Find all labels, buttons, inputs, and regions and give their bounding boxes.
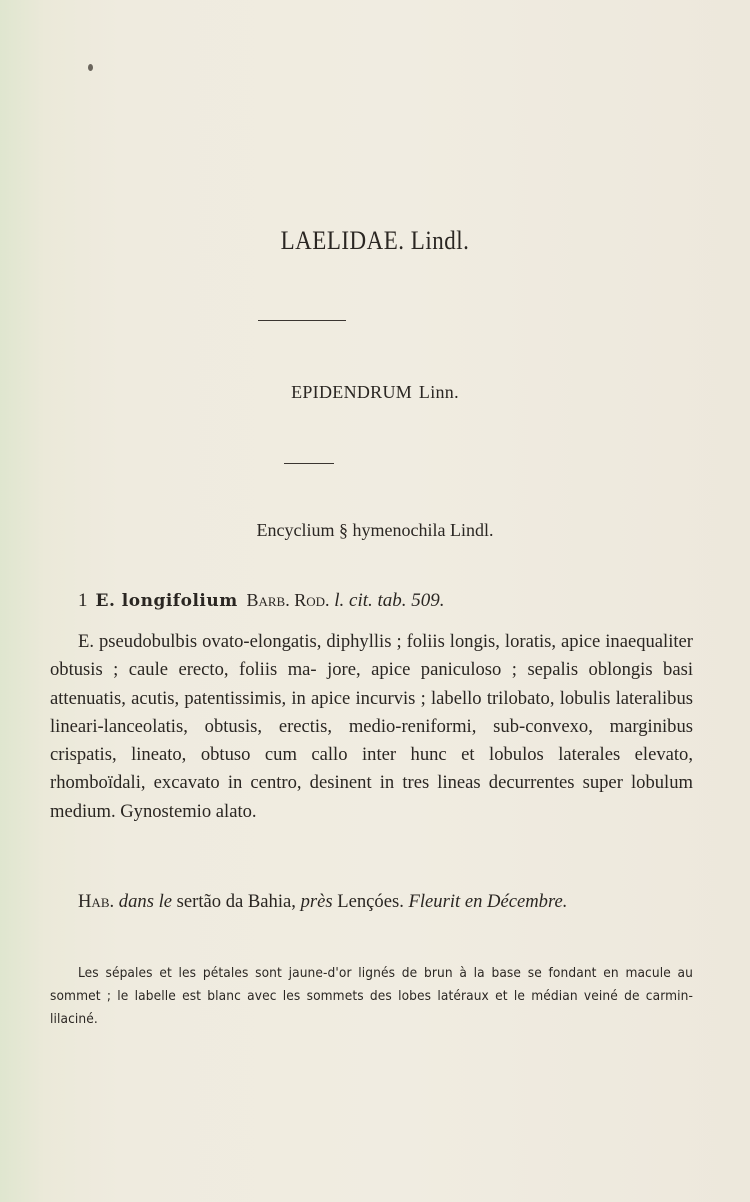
species-author: Barb. Rod. (246, 590, 330, 610)
description-line: obtuso cum callo inter hunc et lobulos laterales elevato, (200, 744, 693, 766)
note-line: sommets des lobes latéraux et le médian veiné de carmin-lilaciné. (50, 988, 693, 1027)
habitat-text: en Décembre. (464, 891, 568, 912)
french-note (50, 962, 693, 1031)
habitat-text: dans le (118, 891, 172, 912)
habitat-text: sertão da Bahia, (176, 891, 296, 912)
description-line: loratis, apice inaequaliter obtusis ; caule erecto, foliis ma- (50, 631, 693, 681)
description-line: acutis, patentissimis, in apice incurvis ; labello trilobato, (131, 687, 555, 709)
entry-number: 1 (78, 590, 88, 611)
genus-heading (0, 382, 750, 403)
family-heading: LAELIDAE. Lindl. (280, 226, 470, 255)
habitat-text: Fleurit (408, 891, 461, 912)
description-line: rhomboïdali, excavato in centro, desinent in tres lineas (50, 772, 481, 794)
habitat-text: Lençóes. (337, 891, 404, 912)
description-line: lobulis lateralibus lineari-lanceolatis, obtusis, erectis, (50, 687, 694, 737)
latin-description (50, 628, 693, 826)
genus-name: EPIDENDRUM (291, 382, 413, 402)
habitat-paragraph (50, 888, 693, 916)
note-line: Les sépales et les pétales sont jaune-d'or lignés de brun à la (78, 965, 485, 981)
species-citation: l. cit. tab. 509. (334, 590, 445, 611)
section-heading: Encyclium § hymenochila Lindl. (256, 520, 494, 540)
divider-rule (258, 320, 346, 321)
divider-rule-short (284, 463, 334, 464)
description-line: medio-reniformi, sub-convexo, marginibus crispatis, lineato, (50, 715, 693, 766)
description-line: E. pseudobulbis ovato-elongatis, diphyllis ; foliis longis, (78, 631, 500, 652)
note-line: base se fondant en macule au sommet ; le labelle est blanc avec les (50, 965, 693, 1004)
habitat-text: près (300, 891, 333, 912)
description-line: decurrentes super lobulum medium. Gynostemio alato. (50, 772, 693, 822)
description-line: jore, apice paniculoso ; sepalis oblongis basi attenuatis, (50, 659, 693, 709)
genus-authority: Linn. (418, 382, 459, 402)
habitat-label: Hab. (78, 891, 115, 912)
species-name: E. longifolium (95, 591, 238, 611)
ink-speck (88, 64, 93, 71)
species-entry-heading (78, 590, 678, 612)
